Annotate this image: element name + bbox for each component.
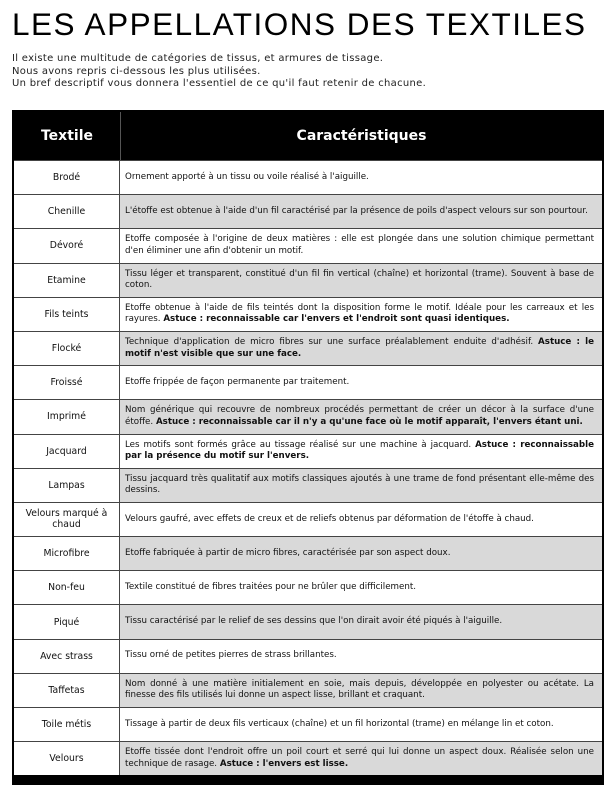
textile-description-cell	[120, 503, 602, 536]
intro-line: Un bref descriptif vous donnera l'essentiel de ce qu'il faut retenir de chacune.	[12, 78, 427, 89]
table-row	[14, 160, 602, 194]
textile-name: Dévoré	[14, 229, 120, 262]
table-row	[14, 639, 602, 673]
textile-description-cell	[120, 400, 602, 433]
textile-description: Tissu orné de petites pierres de strass brillantes.	[125, 650, 337, 661]
textile-description: Ornement apporté à un tissu ou voile réalisé à l'aiguille.	[125, 171, 369, 182]
table-body	[14, 160, 602, 775]
textile-name: Fils teints	[14, 298, 120, 331]
textile-description: Technique d'application de micro fibres sur une surface préalablement enduite d'adhésif.	[125, 337, 534, 348]
textile-name: Non-feu	[14, 571, 120, 604]
textile-name: Flocké	[14, 332, 120, 365]
textile-name: Chenille	[14, 195, 120, 228]
textile-tip: Astuce : reconnaissable car il n'y a qu'une face où le motif apparaît, l'envers étant uni.	[155, 416, 583, 427]
textile-description-cell	[120, 674, 602, 707]
textile-description-cell	[120, 264, 602, 297]
textile-table	[12, 110, 604, 785]
intro-line: Il existe une multitude de catégories de tissus, et armures de tissage.	[12, 53, 384, 64]
table-row	[14, 331, 602, 365]
table-row	[14, 365, 602, 399]
column-header-textile: Textile	[14, 112, 121, 160]
table-row	[14, 673, 602, 707]
textile-name: Lampas	[14, 469, 120, 502]
textile-name: Velours	[14, 742, 120, 775]
table-row	[14, 604, 602, 638]
textile-description: Etoffe fabriquée à partir de micro fibres, caractérisée par son aspect doux.	[125, 547, 451, 558]
textile-description-cell	[120, 605, 602, 638]
textile-name: Avec strass	[14, 640, 120, 673]
textile-name: Froissé	[14, 366, 120, 399]
textile-name: Piqué	[14, 605, 120, 638]
textile-tip: Astuce : reconnaissable par la présence du motif sur l'envers.	[125, 439, 594, 462]
intro-line: Nous avons repris ci-dessous les plus utilisées.	[12, 65, 261, 77]
column-header-caracteristiques: Caractéristiques	[296, 128, 427, 144]
table-header	[14, 112, 602, 160]
table-row	[14, 570, 602, 604]
table-row	[14, 434, 602, 468]
textile-name: Jacquard	[14, 435, 120, 468]
textile-description-cell	[120, 161, 602, 194]
textile-tip: Astuce : reconnaissable car l'envers et l'endroit sont quasi identiques.	[163, 314, 510, 325]
table-row	[14, 228, 602, 262]
table-row	[14, 502, 602, 536]
textile-description-cell	[120, 708, 602, 741]
textile-name: Brodé	[14, 161, 120, 194]
textile-description: Tissage à partir de deux fils verticaux (chaîne) et un fil horizontal (trame) en mélange lin et coton.	[125, 718, 554, 729]
textile-description-cell	[120, 366, 602, 399]
page-title: LES APPELLATIONS DES TEXTILES	[12, 6, 587, 42]
textile-description-cell	[120, 469, 602, 502]
textile-description: Textile constitué de fibres traitées pour ne brûler que difficilement.	[125, 582, 417, 593]
table-row	[14, 707, 602, 741]
textile-name: Etamine	[14, 264, 120, 297]
textile-tip: Astuce : l'envers est lisse.	[219, 758, 349, 769]
textile-name: Toile métis	[14, 708, 120, 741]
table-row	[14, 263, 602, 297]
intro-text	[12, 53, 426, 91]
textile-name: Microfibre	[14, 537, 120, 570]
textile-description: Etoffe obtenue à l'aide de fils teintés dont la disposition forme le motif. Idéale pour les carreaux et les rayures.	[125, 302, 594, 325]
textile-description: Tissu caractérisé par le relief de ses dessins que l'on dirait avoir été piqués à l'aiguille.	[125, 616, 503, 627]
table-row	[14, 399, 602, 433]
textile-description-cell	[120, 435, 602, 468]
textile-description-cell	[120, 571, 602, 604]
textile-description: Tissu léger et transparent, constitué d'un fil fin vertical (chaîne) et horizontal (trame). Souvent à base de coton.	[125, 268, 594, 291]
table-row	[14, 536, 602, 570]
textile-description: Etoffe tissée dont l'endroit offre un poil court et serré qui lui donne un aspect doux. Réalisée selon une technique de rasage.	[125, 747, 594, 769]
textile-name: Velours marqué à chaud	[14, 503, 120, 536]
textile-description: Tissu jacquard très qualitatif aux motifs classiques ajoutés à une trame de fond présentant elle-même des dessins.	[125, 473, 594, 496]
textile-description: L'étoffe est obtenue à l'aide d'un fil caractérisé par la présence de poils d'aspect velours sur son pourtour.	[125, 206, 588, 217]
textile-name: Taffetas	[14, 674, 120, 707]
textile-description-cell	[120, 742, 602, 775]
textile-description: Velours gaufré, avec effets de creux et de reliefs obtenus par déformation de l'étoffe à chaud.	[125, 513, 534, 524]
table-row	[14, 741, 602, 775]
textile-description: Etoffe frippée de façon permanente par traitement.	[125, 376, 350, 387]
textile-description-cell	[120, 229, 602, 262]
textile-description-cell	[120, 537, 602, 570]
table-row	[14, 194, 602, 228]
textile-description: Les motifs sont formés grâce au tissage réalisé sur une machine à jacquard.	[125, 439, 472, 450]
textile-name: Imprimé	[14, 400, 120, 433]
textile-description-cell	[120, 195, 602, 228]
textile-description: Nom donné à une matière initialement en soie, mais depuis, développée en polyester ou acétate. La finesse des fils utilisés lui donne un aspect lisse, brillant et craquant.	[125, 678, 594, 701]
textile-description-cell	[120, 298, 602, 331]
textile-description: Etoffe composée à l'origine de deux matières : elle est plongée dans une solution chimique permettant d'en éliminer une afin d'obtenir un motif.	[125, 234, 594, 256]
table-row	[14, 468, 602, 502]
textile-description: Nom générique qui recouvre de nombreux procédés permettant de créer un décor à la surface d'une étoffe.	[125, 405, 594, 427]
table-row	[14, 297, 602, 331]
textile-tip: Astuce : le motif n'est visible que sur une face.	[125, 337, 594, 359]
textile-description-cell	[120, 332, 602, 365]
textile-description-cell	[120, 640, 602, 673]
